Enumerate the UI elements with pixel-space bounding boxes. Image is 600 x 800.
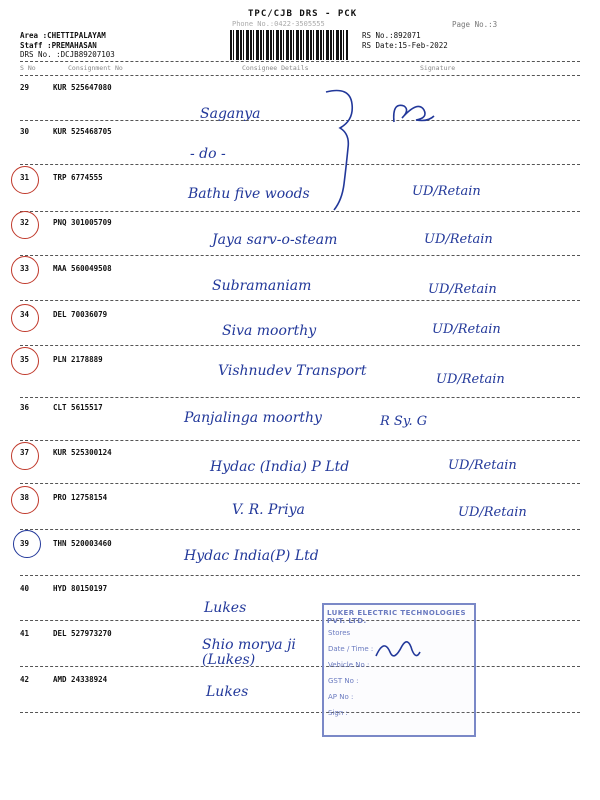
handwritten-remark: UD/Retain: [424, 232, 493, 247]
row-consignment: KUR 525300124: [53, 448, 112, 457]
row-sno: 30: [20, 127, 30, 136]
handwritten-consignee: Vishnudev Transport: [218, 363, 367, 379]
row-consignment: THN 520003460: [53, 539, 112, 548]
row-sno: 32: [20, 218, 30, 227]
row-consignment: HYD 80150197: [53, 584, 108, 593]
row-consignment: DEL 527973270: [53, 629, 112, 638]
row-consignment: PNQ 301005709: [53, 218, 112, 227]
handwritten-consignee: V. R. Priya: [232, 502, 305, 518]
handwritten-consignee: Siva moorthy: [222, 323, 317, 339]
rs-date: RS Date:15-Feb-2022: [362, 40, 448, 50]
row-consignment: MAA 560049508: [53, 264, 112, 273]
row-sno: 39: [20, 539, 30, 548]
row-divider: [20, 712, 580, 713]
handwritten-consignee: Shio morya ji (Lukes): [202, 637, 296, 668]
col-sno-header: S No: [20, 64, 36, 72]
signature-scribble: [388, 96, 438, 132]
row-divider: [20, 255, 580, 256]
row-consignment: CLT 5615517: [53, 403, 103, 412]
row-divider: [20, 440, 580, 441]
area-label: Area :CHETTIPALAYAM: [20, 31, 106, 40]
row-consignment: KUR 525647080: [53, 83, 112, 92]
divider: [20, 75, 580, 76]
handwritten-consignee: Hydac India(P) Ltd: [184, 548, 319, 564]
drs-number: DRS No. :DCJB89207103: [20, 50, 115, 59]
handwritten-bracket-mark: [320, 84, 370, 214]
row-divider: [20, 529, 580, 530]
company-stamp: [322, 603, 476, 737]
row-sno: 29: [20, 83, 30, 92]
col-details-header: Consignee Details: [242, 64, 309, 72]
phone-number: Phone No.:0422-3505555: [232, 20, 325, 28]
signature-scribble: [372, 632, 422, 668]
row-divider: [20, 575, 580, 576]
row-consignment: PRO 12758154: [53, 493, 108, 502]
row-sno: 41: [20, 629, 30, 638]
sheet-title: TPC/CJB DRS - PCK: [248, 9, 358, 19]
sheet-meta-right: [362, 31, 448, 50]
handwritten-remark: UD/Retain: [436, 372, 505, 387]
stamp-line: AP No :: [328, 693, 354, 701]
stamp-line: Vehicle No :: [328, 661, 370, 669]
handwritten-consignee: Bathu five woods: [188, 186, 310, 202]
stamp-line: Stores: [328, 629, 351, 637]
row-divider: [20, 300, 580, 301]
stamp-title: LUKER ELECTRIC TECHNOLOGIES PVT. LTD.: [327, 609, 466, 625]
row-consignment: PLN 2178889: [53, 355, 103, 364]
handwritten-consignee: Panjalinga moorthy: [184, 410, 322, 426]
page-number: Page No.:3: [452, 20, 498, 29]
handwritten-consignee: - do -: [190, 146, 226, 162]
stamp-line: Date / Time :: [328, 645, 374, 653]
row-consignment: KUR 525468705: [53, 127, 112, 136]
staff-label: Staff :PREMAHASAN: [20, 40, 97, 50]
handwritten-consignee: Subramaniam: [212, 278, 312, 294]
row-divider: [20, 666, 580, 667]
sheet-meta-left: [20, 31, 115, 60]
row-divider: [20, 483, 580, 484]
barcode-image: [230, 30, 348, 60]
handwritten-consignee: Lukes: [204, 600, 247, 616]
row-sno: 34: [20, 310, 30, 319]
handwritten-consignee: Lukes: [206, 684, 249, 700]
handwritten-remark: UD/Retain: [448, 458, 517, 473]
handwritten-consignee: Saganya: [200, 106, 261, 122]
handwritten-remark: UD/Retain: [432, 322, 501, 337]
divider: [20, 61, 580, 62]
stamp-line: GST No :: [328, 677, 359, 685]
handwritten-consignee: Jaya sarv-o-steam: [212, 232, 338, 248]
row-sno: 36: [20, 403, 30, 412]
row-sno: 42: [20, 675, 30, 684]
row-consignment: AMD 24338924: [53, 675, 108, 684]
stamp-line: Sign :: [328, 709, 348, 717]
row-sno: 33: [20, 264, 30, 273]
row-divider: [20, 345, 580, 346]
row-divider: [20, 211, 580, 212]
row-sno: 31: [20, 173, 30, 182]
row-divider: [20, 164, 580, 165]
row-divider: [20, 120, 580, 121]
row-divider: [20, 397, 580, 398]
row-sno: 40: [20, 584, 30, 593]
rs-number: RS No.:892071: [362, 31, 421, 40]
row-divider: [20, 620, 580, 621]
handwritten-remark: UD/Retain: [428, 282, 497, 297]
handwritten-consignee: Hydac (India) P Ltd: [210, 459, 350, 475]
handwritten-remark: UD/Retain: [458, 505, 527, 520]
row-consignment: TRP 6774555: [53, 173, 103, 182]
row-sno: 38: [20, 493, 30, 502]
handwritten-remark: UD/Retain: [412, 184, 481, 199]
col-consignment-header: Consignment No: [68, 64, 123, 72]
handwritten-remark: R Sy. G: [380, 414, 428, 429]
col-signature-header: Signature: [420, 64, 456, 72]
row-consignment: DEL 70036079: [53, 310, 108, 319]
row-sno: 35: [20, 355, 30, 364]
row-sno: 37: [20, 448, 30, 457]
